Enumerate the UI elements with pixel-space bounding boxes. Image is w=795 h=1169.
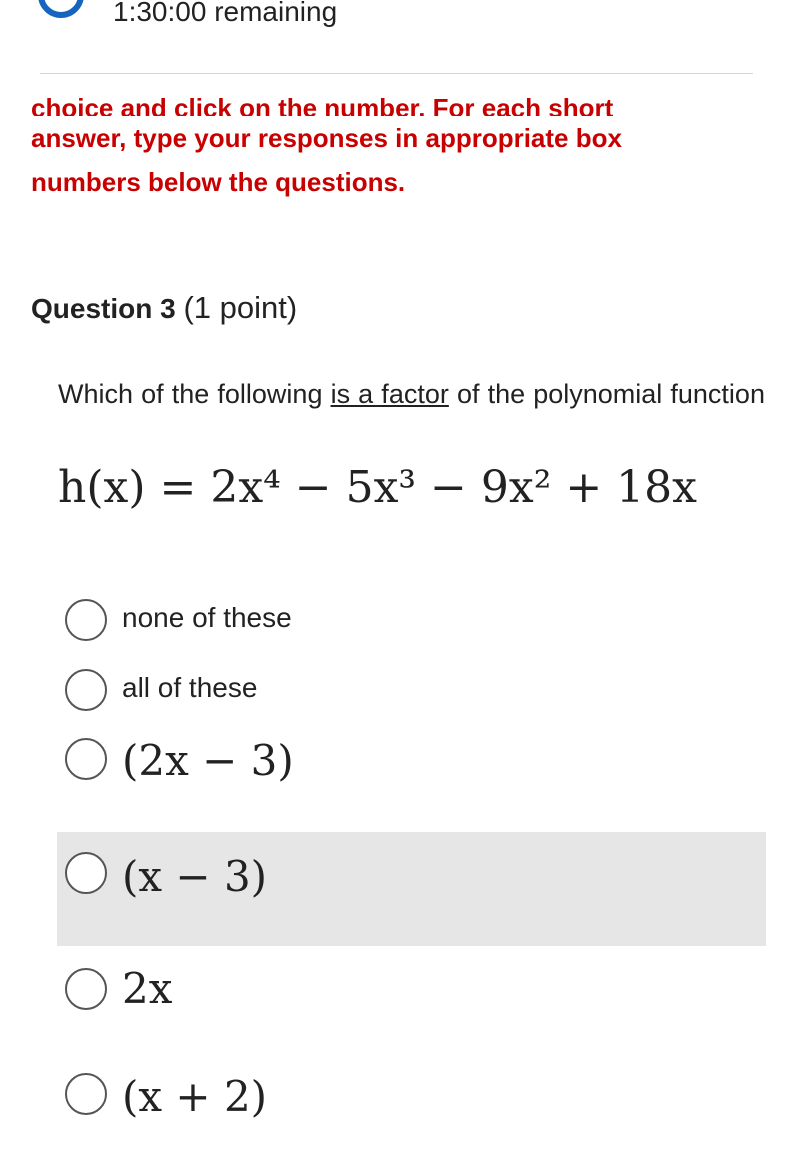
instructions-line-2: answer, type your responses in appropriate box xyxy=(31,123,622,153)
option-label: 2x xyxy=(122,964,173,1013)
radio-button[interactable] xyxy=(65,669,107,711)
radio-button[interactable] xyxy=(65,852,107,894)
option-x-plus-2[interactable] xyxy=(57,1068,766,1138)
radio-button[interactable] xyxy=(65,968,107,1010)
timer-bar xyxy=(0,0,795,40)
question-number: Question 3 xyxy=(31,293,176,324)
instructions-text xyxy=(31,86,765,204)
option-label: (2x − 3) xyxy=(122,736,294,785)
option-label: all of these xyxy=(122,672,258,703)
divider xyxy=(40,73,753,74)
option-label: none of these xyxy=(122,602,292,633)
question-points: (1 point) xyxy=(183,290,298,325)
question-text-after: of the polynomial function xyxy=(456,379,765,409)
instructions-line-1: choice and click on the number. For each short xyxy=(31,93,614,116)
radio-button[interactable] xyxy=(65,738,107,780)
option-2x-minus-3[interactable] xyxy=(57,730,766,800)
timer-ring-icon xyxy=(38,0,84,18)
option-all-of-these[interactable] xyxy=(57,660,766,720)
formula-text: h(x) = 2x⁴ − 5x³ − 9x² + 18x xyxy=(58,462,697,513)
instructions-line-3: numbers below the questions. xyxy=(31,167,406,197)
option-label: (x − 3) xyxy=(122,852,268,901)
radio-button[interactable] xyxy=(65,1073,107,1115)
option-none-of-these[interactable] xyxy=(57,590,766,650)
question-text xyxy=(58,372,765,416)
question-text-before: Which of the following xyxy=(58,379,323,409)
timer-remaining-text: 1:30:00 remaining xyxy=(113,0,338,27)
polynomial-formula xyxy=(58,462,697,513)
option-x-minus-3[interactable] xyxy=(57,832,766,946)
radio-button[interactable] xyxy=(65,599,107,641)
question-heading xyxy=(31,290,297,326)
question-text-underlined: is a factor xyxy=(330,379,449,409)
option-2x[interactable] xyxy=(57,960,766,1020)
option-label: (x + 2) xyxy=(122,1072,268,1121)
